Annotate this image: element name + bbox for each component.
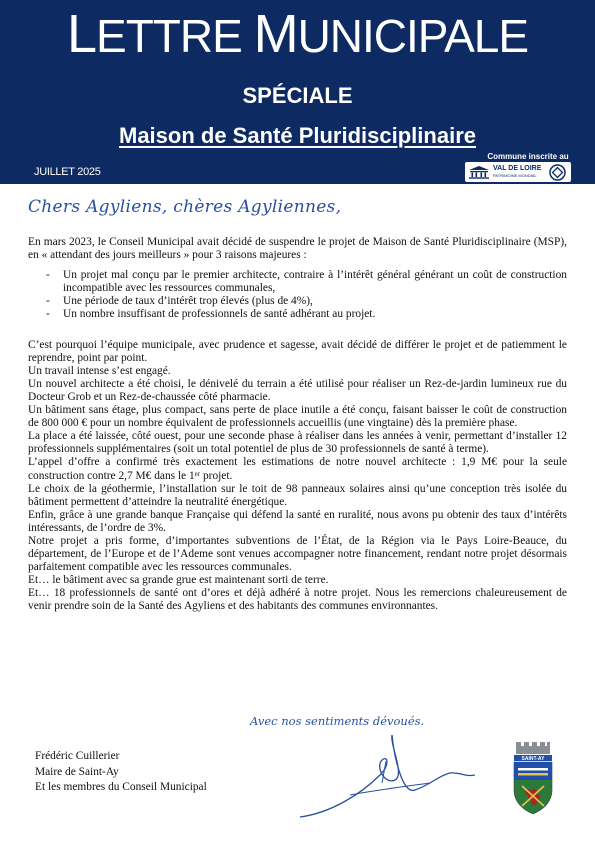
issue-subtitle	[0, 122, 595, 150]
letter-body	[28, 236, 567, 614]
title-part-unicipale: UNICIPALE	[297, 10, 529, 62]
intro-paragraph: En mars 2023, le Conseil Municipal avait décidé de suspendre le projet de Maison de Santé Pluridisciplinaire (MSP), en « attendant des jours meilleurs » pour 3 raisons majeures :	[28, 236, 567, 262]
signatory-council: Et les membres du Conseil Municipal	[35, 781, 207, 793]
body-paragraph: Le choix de la géothermie, l’installation sur le toit de 98 panneaux solaires ainsi qu’une conception très isolée du bâtiment permettent d’atteindre la neutralité énergétique.	[28, 482, 567, 508]
body-paragraph: Et… 18 professionnels de santé ont d’ores et déjà adhéré à notre projet. Nous les remercions chaleureusement de venir prendre soin de la Santé des Agyliens et des habitants des communes environnantes.	[28, 587, 567, 613]
unesco-logo-text: VAL DE LOIRE	[493, 165, 542, 172]
bullet-dash: -	[46, 269, 50, 282]
reason-text: Un nombre insuffisant de professionnels de santé adhérant au projet.	[63, 308, 376, 321]
body-paragraph: Un bâtiment sans étage, plus compact, sans perte de place inutile a été conçu, faisant baisser le coût de construction de 800 000 € pour un nombre équivalent de professionnels accueillis (une vingtaine) dès la première phase.	[28, 404, 567, 430]
newsletter-title	[0, 6, 595, 64]
body-paragraph: L’appel d’offre a confirmé très exactement les estimations de notre nouvel architecte : 1,9 M€ pour la seule construction contre 2,7 M€ dans le 1ᵉʳ projet.	[28, 456, 567, 482]
body-paragraph: Enfin, grâce à une grande banque Française qui défend la santé en ruralité, nous avons pu obtenir des taux d’intérêts intéressants, de l’ordre de 3%.	[28, 508, 567, 534]
body-paragraph: Un nouvel architecte a été choisi, le dénivelé du terrain a été utilisé pour réaliser un Rez-de-jardin lumineux rue du Docteur Grob et un Rez-de-chaussée côté pharmacie.	[28, 377, 567, 403]
bullet-dash: -	[46, 308, 50, 321]
body-paragraph: La place a été laissée, côté ouest, pour une seconde phase à réaliser dans les années à venir, permettant d’installer 12 professionnels supplémentaires (soit un total potentiel de plus de 30 professionnels de santé à terme).	[28, 430, 567, 456]
crest-crown-icon	[516, 742, 550, 754]
world-heritage-emblem-icon	[549, 164, 566, 181]
title-initial-m: M	[253, 4, 298, 64]
special-edition-label: SPÉCIALE	[242, 83, 353, 108]
list-item	[28, 308, 567, 321]
body-paragraph: Un travail intense s’est engagé.	[28, 364, 171, 377]
signatory-name: Frédéric Cuillerier	[35, 750, 120, 762]
list-item	[28, 269, 567, 295]
issue-date: JUILLET 2025	[34, 166, 101, 178]
title-initial-l: L	[66, 4, 97, 64]
unesco-caption: Commune inscrite au	[487, 152, 569, 161]
signature-block	[35, 749, 207, 796]
bullet-dash: -	[46, 295, 50, 308]
signatory-role: Maire de Saint-Ay	[35, 765, 119, 778]
body-paragraph: Notre projet a pris forme, d’importantes subventions de l’État, de la Région via le Pays Loire-Beauce, du département, de l’Europe et de l’Ademe sont venues accompagner notre financement, rendant notre projet désormais parfaitement compatible avec les ressources communales.	[28, 534, 567, 574]
handwritten-signature	[290, 725, 490, 825]
reason-text: Un projet mal conçu par le premier architecte, contraire à l’intérêt général générant un coût de construction incompatible avec les ressources communales,	[63, 269, 567, 295]
unesco-temple-icon	[468, 165, 490, 179]
saint-ay-crest-logo	[510, 740, 556, 816]
list-item	[28, 295, 567, 308]
issue-subtitle-text: Maison de Santé Pluridisciplinaire	[119, 123, 476, 148]
reasons-list	[28, 269, 567, 321]
unesco-logo-subtext: PATRIMOINE MONDIAL	[493, 173, 537, 178]
title-part-ettre: ETTRE	[96, 10, 254, 62]
body-paragraph: C’est pourquoi l’équipe municipale, avec prudence et sagesse, avait décidé de différer le projet et de patiemment le reprendre, point par point.	[28, 338, 567, 364]
handwritten-closing: Avec nos sentiments dévoués.	[250, 714, 425, 728]
body-paragraph: Et… le bâtiment avec sa grande grue est maintenant sorti de terre.	[28, 574, 329, 587]
masthead	[0, 0, 595, 184]
unesco-logo	[465, 162, 571, 182]
crest-label: SAINT-AY	[521, 756, 545, 762]
reason-text: Une période de taux d’intérêt trop élevés (plus de 4%),	[63, 295, 313, 308]
handwritten-greeting: Chers Agyliens, chères Agyliennes,	[28, 197, 342, 217]
